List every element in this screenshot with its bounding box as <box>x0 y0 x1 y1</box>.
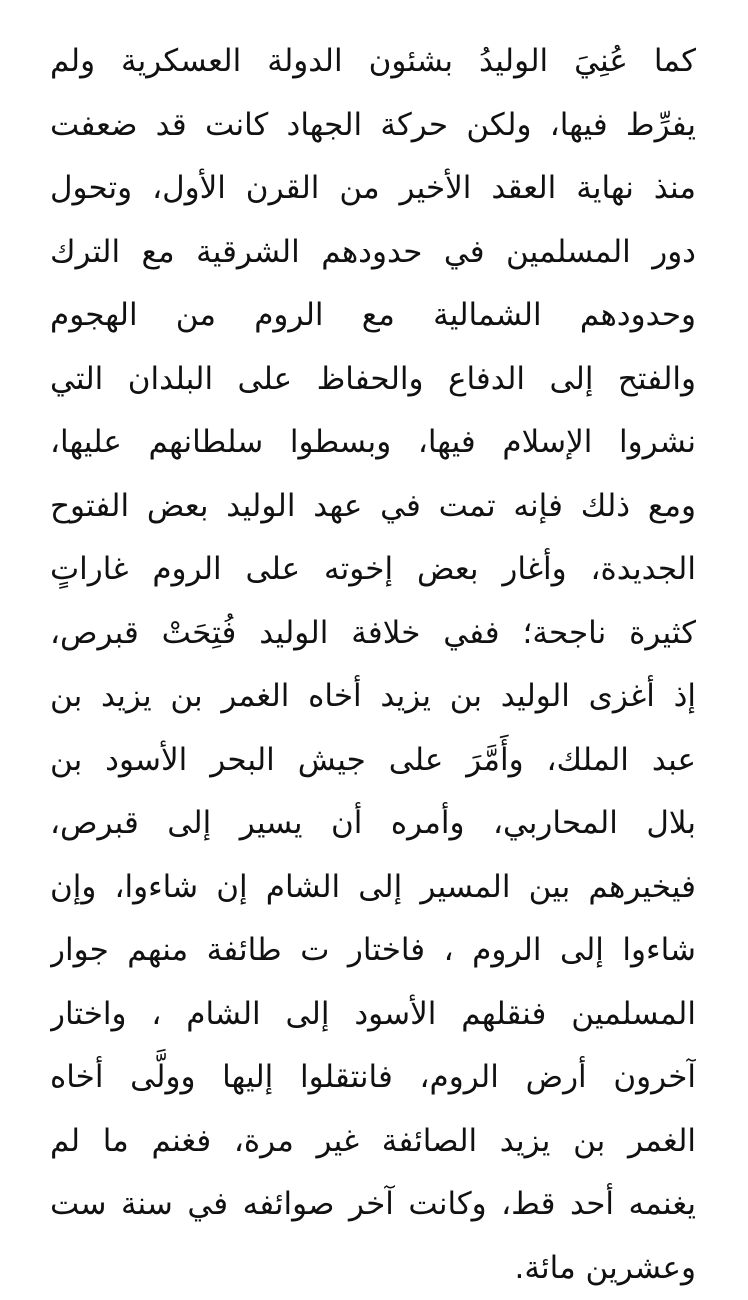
text-line: ومع ذلك فإنه تمت في عهد الوليد بعض الفتوح <box>50 475 696 539</box>
text-paragraph <box>50 30 696 1300</box>
text-line: فيخيرهم بين المسير إلى الشام إن شاءوا، وإن <box>50 856 696 920</box>
text-line: كثيرة ناجحة؛ ففي خلافة الوليد فُتِحَتْ قبرص، <box>50 602 696 666</box>
text-line: منذ نهاية العقد الأخير من القرن الأول، وتحول <box>50 157 696 221</box>
text-line: وعشرين مائة. <box>50 1237 696 1300</box>
text-line: والفتح إلى الدفاع والحفاظ على البلدان التي <box>50 348 696 412</box>
text-line: بلال المحاربي، وأمره أن يسير إلى قبرص، <box>50 792 696 856</box>
text-line: المسلمين فنقلهم الأسود إلى الشام ، واختار <box>50 983 696 1047</box>
text-line: يفرِّط فيها، ولكن حركة الجهاد كانت قد ضعفت <box>50 94 696 158</box>
text-line: دور المسلمين في حدودهم الشرقية مع الترك <box>50 221 696 285</box>
text-line: شاءوا إلى الروم ، فاختار ت طائفة منهم جوار <box>50 919 696 983</box>
text-line: آخرون أرض الروم، فانتقلوا إليها وولَّى أخاه <box>50 1046 696 1110</box>
text-line: نشروا الإسلام فيها، وبسطوا سلطانهم عليها، <box>50 411 696 475</box>
text-line: يغنمه أحد قط، وكانت آخر صوائفه في سنة ست <box>50 1173 696 1237</box>
document-page <box>0 30 748 1190</box>
text-line: الجديدة، وأغار بعض إخوته على الروم غاراتٍ <box>50 538 696 602</box>
text-line: الغمر بن يزيد الصائفة غير مرة، فغنم ما لم <box>50 1110 696 1174</box>
text-line: كما عُنِيَ الوليدُ بشئون الدولة العسكرية ولم <box>50 30 696 94</box>
text-line: وحدودهم الشمالية مع الروم من الهجوم <box>50 284 696 348</box>
text-line: إذ أغزى الوليد بن يزيد أخاه الغمر بن يزيد بن <box>50 665 696 729</box>
text-line: عبد الملك، وأَمَّرَ على جيش البحر الأسود بن <box>50 729 696 793</box>
